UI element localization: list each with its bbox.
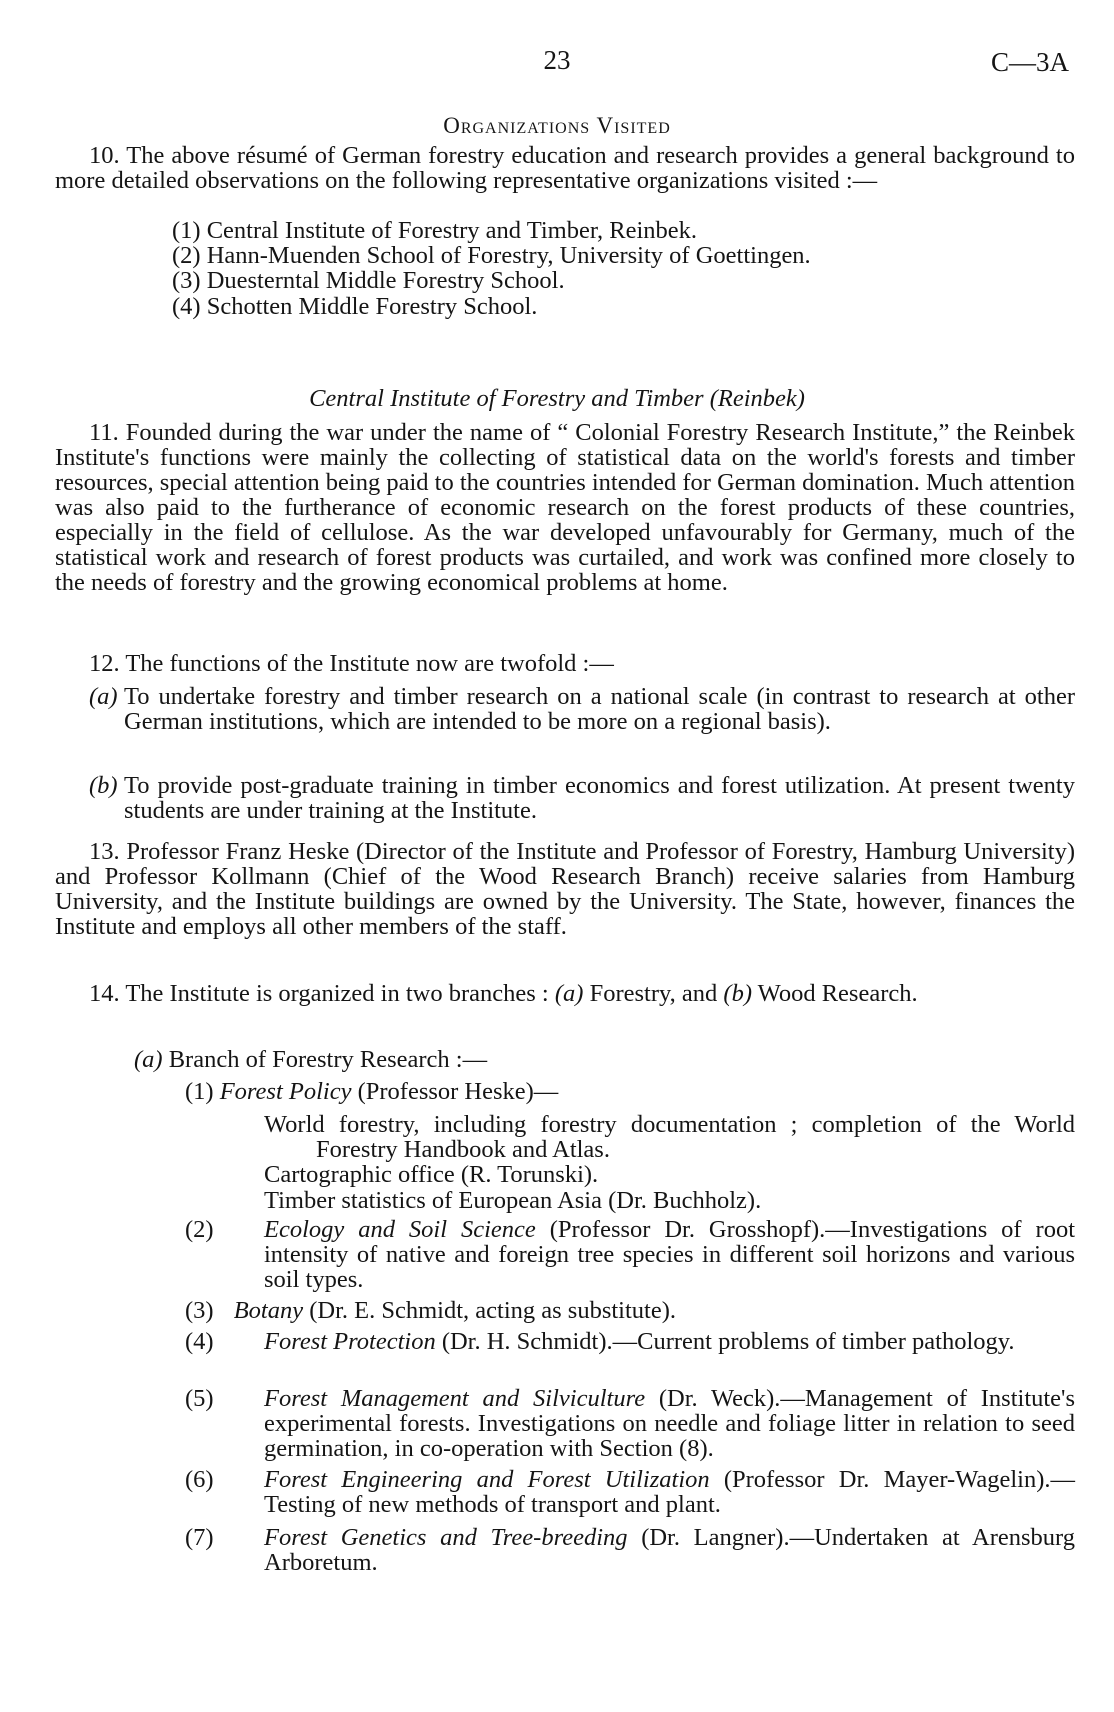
section-number: (1) bbox=[185, 1078, 214, 1105]
section-number: (5) bbox=[185, 1385, 214, 1412]
research-section bbox=[185, 1217, 1075, 1292]
section-text: (Dr. E. Schmidt, acting as substitute). bbox=[309, 1297, 677, 1324]
section-text: (Dr. H. Schmidt).—Current problems of timber pathology. bbox=[441, 1328, 1015, 1355]
section-name: Ecology and Soil Science bbox=[264, 1216, 536, 1243]
subheading: Central Institute of Forestry and Timber (Reinbek) bbox=[309, 385, 805, 412]
research-section bbox=[185, 1386, 1075, 1461]
paragraph-number: 12. bbox=[89, 650, 120, 677]
section-text: (Dr. Weck).—Management of Institute's experimental forests. Investigations on needle and foliage litter in relation to seed germination, in co-operation with Section (8). bbox=[264, 1385, 1076, 1462]
section-number: (3) bbox=[185, 1297, 214, 1324]
section-number: (7) bbox=[185, 1524, 214, 1551]
paragraph-text: The functions of the Institute now are twofold :— bbox=[125, 650, 614, 677]
section-body bbox=[264, 1467, 1075, 1517]
item-text: To provide post-graduate training in timber economics and forest utilization. At present twenty students are under training at the Institute. bbox=[124, 772, 1075, 824]
section-body bbox=[264, 1525, 1075, 1575]
function-item bbox=[89, 684, 1075, 734]
section-text: (Professor Dr. Grosshopf).—Investigations of root intensity of native and foreign tree species in different soil horizons and various soil types. bbox=[264, 1216, 1075, 1293]
paragraph-number: 10. bbox=[89, 142, 120, 169]
section-name: Forest Management and Silviculture bbox=[264, 1385, 646, 1412]
item-label: (b) bbox=[89, 772, 118, 799]
org-list-item: (2) Hann-Muenden School of Forestry, University of Goettingen. bbox=[172, 242, 811, 269]
paragraph-11 bbox=[55, 420, 1075, 595]
paragraph-13 bbox=[55, 839, 1075, 939]
policy-subitem: Timber statistics of European Asia (Dr. Buchholz). bbox=[264, 1187, 762, 1214]
paragraph-number: 11. bbox=[89, 419, 119, 446]
section-name: Forest Genetics and Tree-breeding bbox=[264, 1524, 628, 1551]
paragraph-text: The above résumé of German forestry education and research provides a general background to more detailed observations on the following representative organizations visited :— bbox=[55, 142, 1075, 194]
paragraph-14 bbox=[55, 981, 1075, 1006]
section-body bbox=[264, 1386, 1075, 1461]
research-section bbox=[185, 1329, 1075, 1354]
research-section bbox=[185, 1298, 676, 1323]
item-text: To undertake forestry and timber research on a national scale (in contrast to research at other German institutions, which are intended to be more on a regional basis). bbox=[124, 683, 1075, 735]
branch-a-text: Forestry, and bbox=[589, 980, 718, 1007]
org-list-item: (1) Central Institute of Forestry and Timber, Reinbek. bbox=[172, 217, 698, 244]
branch-heading bbox=[134, 1047, 487, 1072]
section-name: Forest Policy bbox=[219, 1078, 352, 1105]
branch-b-label: (b) bbox=[723, 980, 752, 1007]
paragraph-10 bbox=[55, 143, 1075, 193]
policy-subitem-text: World forestry, including forestry documentation ; completion of the World Forestry Handbook and Atlas. bbox=[264, 1111, 1075, 1163]
org-list-item: (3) Duesterntal Middle Forestry School. bbox=[172, 267, 565, 294]
research-section bbox=[185, 1467, 1075, 1517]
page-number: 23 bbox=[543, 45, 571, 75]
paragraph-text: The Institute is organized in two branches : bbox=[125, 980, 549, 1007]
page-reference: C—3A bbox=[990, 47, 1069, 77]
section-text: (Professor Heske)— bbox=[357, 1078, 559, 1105]
branch-a-label: (a) bbox=[554, 980, 584, 1007]
paragraph-number: 14. bbox=[89, 980, 120, 1007]
section-name: Botany bbox=[233, 1297, 304, 1324]
section-name: Forest Protection bbox=[264, 1328, 436, 1355]
item-label: (a) bbox=[89, 683, 118, 710]
section-body bbox=[264, 1217, 1075, 1292]
branch-title: Branch of Forestry Research :— bbox=[168, 1046, 488, 1073]
branch-b-text: Wood Research. bbox=[757, 980, 918, 1007]
section-text: (Professor Dr. Mayer-Wagelin).—Testing of new methods of transport and plant. bbox=[264, 1466, 1076, 1518]
section-number: (2) bbox=[185, 1216, 214, 1243]
section-number: (6) bbox=[185, 1466, 214, 1493]
section-number: (4) bbox=[185, 1328, 214, 1355]
paragraph-12 bbox=[89, 651, 614, 676]
section-body bbox=[264, 1329, 1075, 1354]
paragraph-text: Professor Franz Heske (Director of the Institute and Professor of Forestry, Hamburg University) and Professor Kollmann (Chief of the Wood Research Branch) receive salaries from Hamburg University, and the Institute buildings are owned by the University. The State, however, finances the Institute and employs all other members of the staff. bbox=[55, 838, 1076, 940]
section-title: Organizations Visited bbox=[443, 113, 671, 138]
function-item bbox=[89, 773, 1075, 823]
paragraph-text: Founded during the war under the name of “ Colonial Forestry Research Institute,” the Reinbek Institute's functions were mainly the collecting of statistical data on the world's forests and timber resources, special attention being paid to the countries intended for German domination. Much attention was also paid to the furtherance of economic research on the forest products of these countries, especially in the field of cellulose. As the war developed unfavourably for Germany, much of the statistical work and research of forest products was curtailed, and work was confined more closely to the needs of forestry and the growing economical problems at home. bbox=[55, 419, 1076, 596]
branch-label: (a) bbox=[134, 1046, 163, 1073]
section-text: (Dr. Langner).—Undertaken at Arensburg Arboretum. bbox=[264, 1524, 1075, 1576]
research-section bbox=[185, 1525, 1075, 1575]
policy-subitem: Cartographic office (R. Torunski). bbox=[264, 1161, 599, 1188]
org-list-item: (4) Schotten Middle Forestry School. bbox=[172, 293, 538, 320]
policy-subitem bbox=[264, 1112, 1075, 1162]
research-section bbox=[185, 1079, 558, 1104]
paragraph-number: 13. bbox=[89, 838, 120, 865]
section-name: Forest Engineering and Forest Utilization bbox=[264, 1466, 710, 1493]
